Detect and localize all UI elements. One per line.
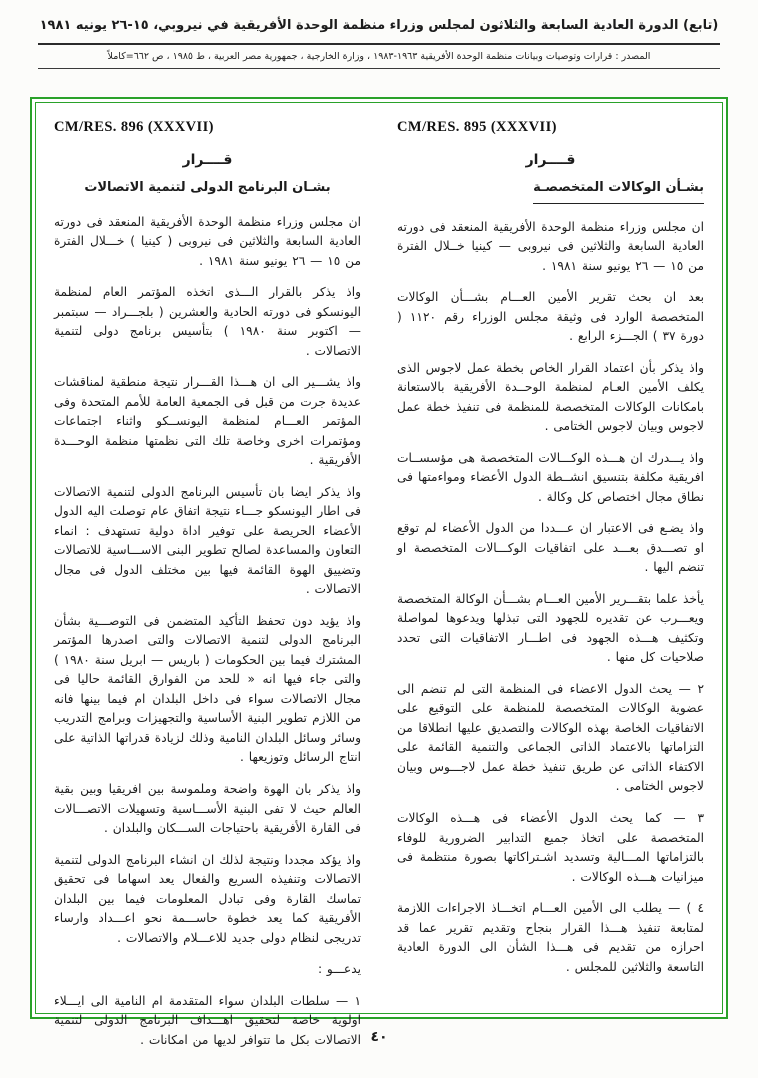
- resolution-896-title: قــــرار: [182, 151, 233, 168]
- resolution-896-ref: CM/RES. 896 (XXXVII): [54, 118, 214, 135]
- resolution-paragraph: واذ يؤيد دون تحفظ التأكيد المتضمن فى التوصـــية بشأن البرنامج الدولى لتنمية الاتصالات والتى اصدرها المؤتمر المشترك فيما بين الحكومات ( باريس — ابريل سنة ١٩٨٠ ) والتى جاء فيها انه « للحد من الفوارق القائمة حاليا فى مجال الاتصالات سواء فى داخل البلدان ام فيما بينها فانه من اللازم تطوير البنية الأساسية والتجهيزات وبرامج التدريب وسائر وسائل البلدان النامية وذلك لزيادة قدراتها الذاتية على انتاج الرسائل وتوزيعها .: [54, 613, 361, 765]
- resolution-paragraph: بعد ان بحث تقرير الأمين العـــام بشـــأن الوكالات المتخصصة الوارد فى وثيقة مجلس الوزراء رقم ١١٢٠ ( دورة ٣٧ ) الجـــزء الرابع .: [397, 290, 704, 344]
- resolution-paragraph: يأخذ علما بتقـــرير الأمين العـــام بشـــأن الوكالة المتخصصة ويعـــرب عن تقديره للجهود التى تبذلها ويدعوها لمواصلة وتكثيف هـــذه الجهود فى اطـــار الاتفاقيات التى تحدد صلاحيات كل منها .: [397, 591, 704, 665]
- resolution-896-body: [54, 213, 361, 1051]
- resolution-895-subtitle-text: بشـأن الوكالات المتخصصـة: [533, 178, 704, 204]
- resolution-896-subtitle: [54, 178, 361, 199]
- resolution-paragraph: ٢ — يحث الدول الاعضاء فى المنظمة التى لم تنضم الى عضوية الوكالات المتخصصة للمنظمة على التوقيع على الاتفاقيات الخاصة بهذه الوكالات والتصديق عليها انطلاقا من التزاماتها بالاعتماد الذاتى الجماعى والتنمية القائمة على الاكتفاء الذاتى عن طريق تنفيذ خطة عمل لاجـــوس وبيان لاجوس الختامى .: [397, 681, 704, 794]
- page-header: [30, 16, 728, 69]
- resolution-paragraph: يدعـــو :: [317, 962, 361, 977]
- resolution-paragraph: ان مجلس وزراء منظمة الوحدة الأفريقية المنعقد فى دورته العادية السابعة والثلاثين فى نيروبى — كينيا خــلال الفترة من ١٥ — ٢٦ يونيو سنة ١٩٨١ .: [397, 219, 704, 273]
- resolution-paragraph: ١ — سلطات البلدان سواء المتقدمة ام النامية الى ايـــلاء اولوية خاصة لتحقيق اهـــداف البرنامج الدولى لتنمية الاتصالات بكل ما تتوافر لديها من امكانات .: [54, 993, 361, 1047]
- header-source-line: المصدر : قرارات وتوصيات وبيانات منظمة الوحدة الأفريقية ١٩٦٣-١٩٨٣ ، وزارة الخارجية ، جمهورية مصر العربية ، ط ١٩٨٥ ، ص ٦٦٢=كاملاً: [107, 50, 651, 62]
- page-number: ٤٠: [370, 1028, 388, 1045]
- resolution-paragraph: واذ يذكر بان الهوة واضحة وملموسة بين افريقيا وبين بقية العالم حيث لا تفى البنية الأســـاسية وتسهيلات الاتصـــالات فى القارة الأفريقية باحتياجات الســـكان والبلدان .: [54, 782, 361, 836]
- header-title: (تابع) الدورة العادية السابعة والثلاثون لمجلس وزراء منظمة الوحدة الأفريقية في نيروبي، ١٥-٢٦ يونيه ١٩٨١: [39, 18, 719, 33]
- resolution-paragraph: واذ يذكر بالقرار الـــذى اتخذه المؤتمر العام لمنظمة اليونسكو فى دورته الحادية والعشرين ( بلجـــراد — سبتمبر — اكتوبر سنة ١٩٨٠ ) بتأسيس برنامج دولى لتنمية الاتصالات .: [54, 285, 361, 358]
- resolution-896-column: [54, 118, 361, 1047]
- resolution-paragraph: واذ يـــدرك ان هـــذه الوكـــالات المتخصصة هى مؤسســات افريقية مكلفة بتنسيق انشــطة الدول الأعضاء ومواءمتها فى نطاق مجال اختصاص كل وكالة .: [397, 450, 704, 504]
- resolution-895-title: قــــرار: [525, 151, 576, 168]
- resolution-paragraph: واذ يؤكد مجددا ونتيجة لذلك ان انشاء البرنامج الدولى لتنمية الاتصالات وتنفيذه السريع والفعال يعد اسهاما فى تحقيق تماسك القارة وفى تبادل المعلومات فيما بين البلدان الأفريقية كما يعد خطوة حاســـمة نحو اعـــداد وارساء تدريجى لنظام دولى جديد للاعـــلام والاتصالات .: [54, 852, 361, 945]
- resolution-paragraph: ٣ — كما يحث الدول الأعضاء فى هـــذه الوكالات المتخصصة على اتخاذ جميع التدابير الضرورية للوفاء بالتزاماتها المـــالية وتسديد اشـتراكاتها بصورة منتظمة فى ميزانيات هـــذه الوكالات .: [397, 811, 704, 884]
- resolution-paragraph: ٤ ) — يطلب الى الأمين العـــام اتخـــاذ الاجراءات اللازمة لمتابعة تنفيذ هـــذا القرار بنجاح وتقديم تقرير عما قد احرازه من تقديم فى هـــذا الشأن الى الدورة العادية التاسعة والثلاثين للمجلس .: [397, 901, 704, 974]
- resolution-895-body: [397, 218, 704, 978]
- header-divider-top: [38, 43, 720, 45]
- resolution-895-column: [397, 119, 704, 993]
- resolution-paragraph: ان مجلس وزراء منظمة الوحدة الأفريقية المنعقد فى دورته العادية السابعة والثلاثين فى نيروبى ( كينيا ) خـــلال الفترة من ١٥ — ٢٦ يونيو سنة ١٩٨١ .: [54, 214, 361, 268]
- resolution-paragraph: واذ يضـع فى الاعتبار ان عـــددا من الدول الأعضاء لم توقع او تصـــدق بعـــد على اتفاقيات الوكـــالات المتخصصة او تنضم اليها .: [397, 521, 704, 575]
- resolution-895-subtitle: [397, 178, 704, 204]
- resolution-paragraph: واذ يشـــير الى ان هـــذا القـــرار نتيجة منطقية لمناقشات عديدة جرت من قبل فى الجمعية العامة للأمم المتحدة وفى المؤتمر العـــام لمنظمة اليونســكو واثناء اجتماعات ومؤتمرات اخرى وخاصة تلك التى نظمتها منظمة الوحـــدة الأفريقية .: [54, 375, 361, 468]
- resolution-896-subtitle-text: بشـان البرنامج الدولى لتنمية الاتصالات: [84, 179, 331, 195]
- resolution-paragraph: واذ يذكر بأن اعتماد القرار الخاص بخطة عمل لاجوس الذى يكلف الأمين العـام لمنظمة الوحــدة الأفريقية بالاستعانة بامكانات الوكالات المتخصصة للمنظمة فى تنفيذ خطة عمل لاجوس وبيان لاجوس الختامى .: [397, 360, 704, 434]
- resolution-895-ref: CM/RES. 895 (XXXVII): [397, 118, 557, 135]
- header-divider-bottom: [38, 68, 720, 69]
- resolution-paragraph: واذ يذكر ايضا بان تأسيس البرنامج الدولى لتنمية الاتصالات فى اطار اليونسكو جـــاء نتيجة اتفاق عام توصلت اليه الدول الأعضاء الحريصة على توفير اداة دولية تستهدف : انماء التعاون والمساعدة لصالح تطوير البنى الاســـاسية للاتصالات وتضييق الهوة القائمة فيها بين مختلف الدول فى مجال الاتصالات .: [54, 484, 361, 597]
